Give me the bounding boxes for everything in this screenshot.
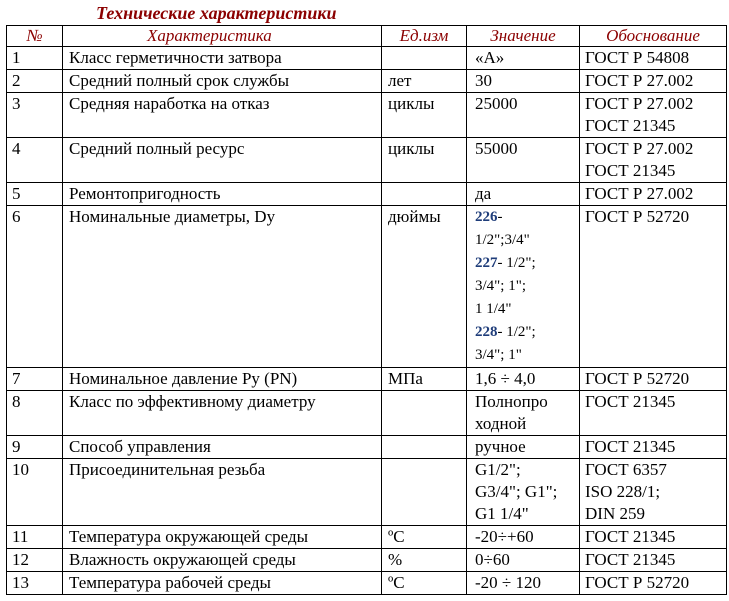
basis-line: ГОСТ 21345 [585, 161, 676, 180]
basis-line: ГОСТ 21345 [585, 437, 676, 456]
value-cell [467, 47, 580, 70]
basis-line: ГОСТ Р 27.002 [585, 71, 694, 90]
basis-cell [580, 368, 727, 391]
diameter-line: 3/4"; 1"; [475, 278, 526, 294]
row-number: 12 [7, 549, 63, 572]
table-row [7, 93, 727, 138]
characteristic-cell: Присоединительная резьба [63, 459, 382, 526]
characteristic-cell: Средняя наработка на отказ [63, 93, 382, 138]
row-number: 8 [7, 391, 63, 436]
row-number: 4 [7, 138, 63, 183]
unit-cell [382, 436, 467, 459]
value-cell [467, 391, 580, 436]
unit-cell [382, 47, 467, 70]
row-number: 13 [7, 572, 63, 595]
basis-cell [580, 549, 727, 572]
value-line: G1 1/4" [475, 504, 529, 523]
table-row [7, 391, 727, 436]
value-line: ходной [475, 414, 527, 433]
unit-cell: ºС [382, 526, 467, 549]
diameter-line: 1 1/4" [475, 301, 512, 317]
value-cell [467, 183, 580, 206]
row-number: 3 [7, 93, 63, 138]
basis-cell [580, 436, 727, 459]
basis-cell [580, 93, 727, 138]
row-number: 10 [7, 459, 63, 526]
unit-cell: % [382, 549, 467, 572]
basis-line: ГОСТ 21345 [585, 116, 676, 135]
basis-cell [580, 138, 727, 183]
model-code: 228 [475, 324, 498, 340]
basis-line: DIN 259 [585, 504, 645, 523]
basis-line: ГОСТ 21345 [585, 527, 676, 546]
document-title: Технические характеристики [96, 3, 337, 23]
table-row [7, 572, 727, 595]
basis-line: ГОСТ Р 54808 [585, 48, 690, 67]
basis-line: ГОСТ 6357 [585, 460, 667, 479]
value-cell [467, 206, 580, 368]
header-value: Значение [467, 26, 580, 47]
characteristic-cell: Температура рабочей среды [63, 572, 382, 595]
basis-cell [580, 47, 727, 70]
basis-line: ГОСТ Р 52720 [585, 207, 690, 226]
value-line: Полнопро [475, 392, 548, 411]
specifications-table [6, 25, 727, 595]
basis-cell [580, 183, 727, 206]
table-row [7, 368, 727, 391]
value-cell [467, 572, 580, 595]
value-line: 25000 [475, 94, 518, 113]
diameter-group [475, 321, 575, 344]
header-num: № [7, 26, 63, 47]
basis-line: ГОСТ 21345 [585, 550, 676, 569]
characteristic-cell: Температура окружающей среды [63, 526, 382, 549]
row-number: 5 [7, 183, 63, 206]
characteristic-cell: Класс по эффективному диаметру [63, 391, 382, 436]
basis-line: ГОСТ Р 27.002 [585, 184, 694, 203]
characteristic-cell: Номинальные диаметры, Dy [63, 206, 382, 368]
header-row [7, 26, 727, 47]
row-number: 7 [7, 368, 63, 391]
basis-line: ГОСТ Р 52720 [585, 573, 690, 592]
unit-cell [382, 459, 467, 526]
table-row [7, 459, 727, 526]
value-cell [467, 93, 580, 138]
basis-cell [580, 459, 727, 526]
diameter-line: 3/4"; 1" [475, 347, 522, 363]
value-line: 30 [475, 71, 492, 90]
value-line: 0÷60 [475, 550, 510, 569]
unit-cell: МПа [382, 368, 467, 391]
value-cell [467, 436, 580, 459]
header-basis: Обоснование [580, 26, 727, 47]
unit-cell: циклы [382, 93, 467, 138]
header-characteristic: Характеристика [63, 26, 382, 47]
unit-cell [382, 183, 467, 206]
value-line: G3/4"; G1"; [475, 482, 558, 501]
table-row [7, 549, 727, 572]
basis-cell [580, 526, 727, 549]
value-cell [467, 368, 580, 391]
characteristic-cell: Способ управления [63, 436, 382, 459]
table-row [7, 70, 727, 93]
basis-line: ГОСТ 21345 [585, 392, 676, 411]
row-number: 6 [7, 206, 63, 368]
characteristic-cell: Средний полный срок службы [63, 70, 382, 93]
characteristic-cell: Ремонтопригодность [63, 183, 382, 206]
basis-cell [580, 70, 727, 93]
value-cell [467, 526, 580, 549]
table-row [7, 436, 727, 459]
basis-line: ГОСТ Р 27.002 [585, 94, 694, 113]
basis-cell [580, 391, 727, 436]
basis-line: ГОСТ Р 27.002 [585, 139, 694, 158]
basis-line: ISO 228/1; [585, 482, 661, 501]
value-line: -20÷+60 [475, 527, 534, 546]
model-code: 227 [475, 255, 498, 271]
diameter-sep: - 1/2"; [497, 324, 536, 340]
unit-cell: дюймы [382, 206, 467, 368]
table-row [7, 47, 727, 70]
row-number: 9 [7, 436, 63, 459]
unit-cell: циклы [382, 138, 467, 183]
value-line: -20 ÷ 120 [475, 573, 541, 592]
diameter-sep: - 1/2"; [497, 255, 536, 271]
unit-cell [382, 391, 467, 436]
table-body [7, 47, 727, 595]
table-row [7, 183, 727, 206]
unit-cell: лет [382, 70, 467, 93]
table-row [7, 526, 727, 549]
model-code: 226 [475, 209, 498, 225]
characteristic-cell: Номинальное давление Py (PN) [63, 368, 382, 391]
diameter-sep: - [497, 209, 503, 225]
basis-line: ГОСТ Р 52720 [585, 369, 690, 388]
value-line: да [475, 184, 492, 203]
value-cell [467, 549, 580, 572]
value-line: G1/2"; [475, 460, 521, 479]
table-row [7, 206, 727, 368]
diameter-group [475, 206, 575, 229]
value-line: 1,6 ÷ 4,0 [475, 369, 536, 388]
value-line: «А» [475, 48, 505, 67]
value-cell [467, 138, 580, 183]
diameter-line: 1/2";3/4" [475, 232, 530, 248]
row-number: 2 [7, 70, 63, 93]
row-number: 1 [7, 47, 63, 70]
basis-cell [580, 572, 727, 595]
characteristic-cell: Класс герметичности затвора [63, 47, 382, 70]
value-cell [467, 459, 580, 526]
unit-cell: ºС [382, 572, 467, 595]
basis-cell [580, 206, 727, 368]
value-cell [467, 70, 580, 93]
characteristic-cell: Средний полный ресурс [63, 138, 382, 183]
value-line: ручное [475, 437, 526, 456]
diameter-group [475, 252, 575, 275]
header-unit: Ед.изм [382, 26, 467, 47]
characteristic-cell: Влажность окружающей среды [63, 549, 382, 572]
value-line: 55000 [475, 139, 518, 158]
table-row [7, 138, 727, 183]
row-number: 11 [7, 526, 63, 549]
